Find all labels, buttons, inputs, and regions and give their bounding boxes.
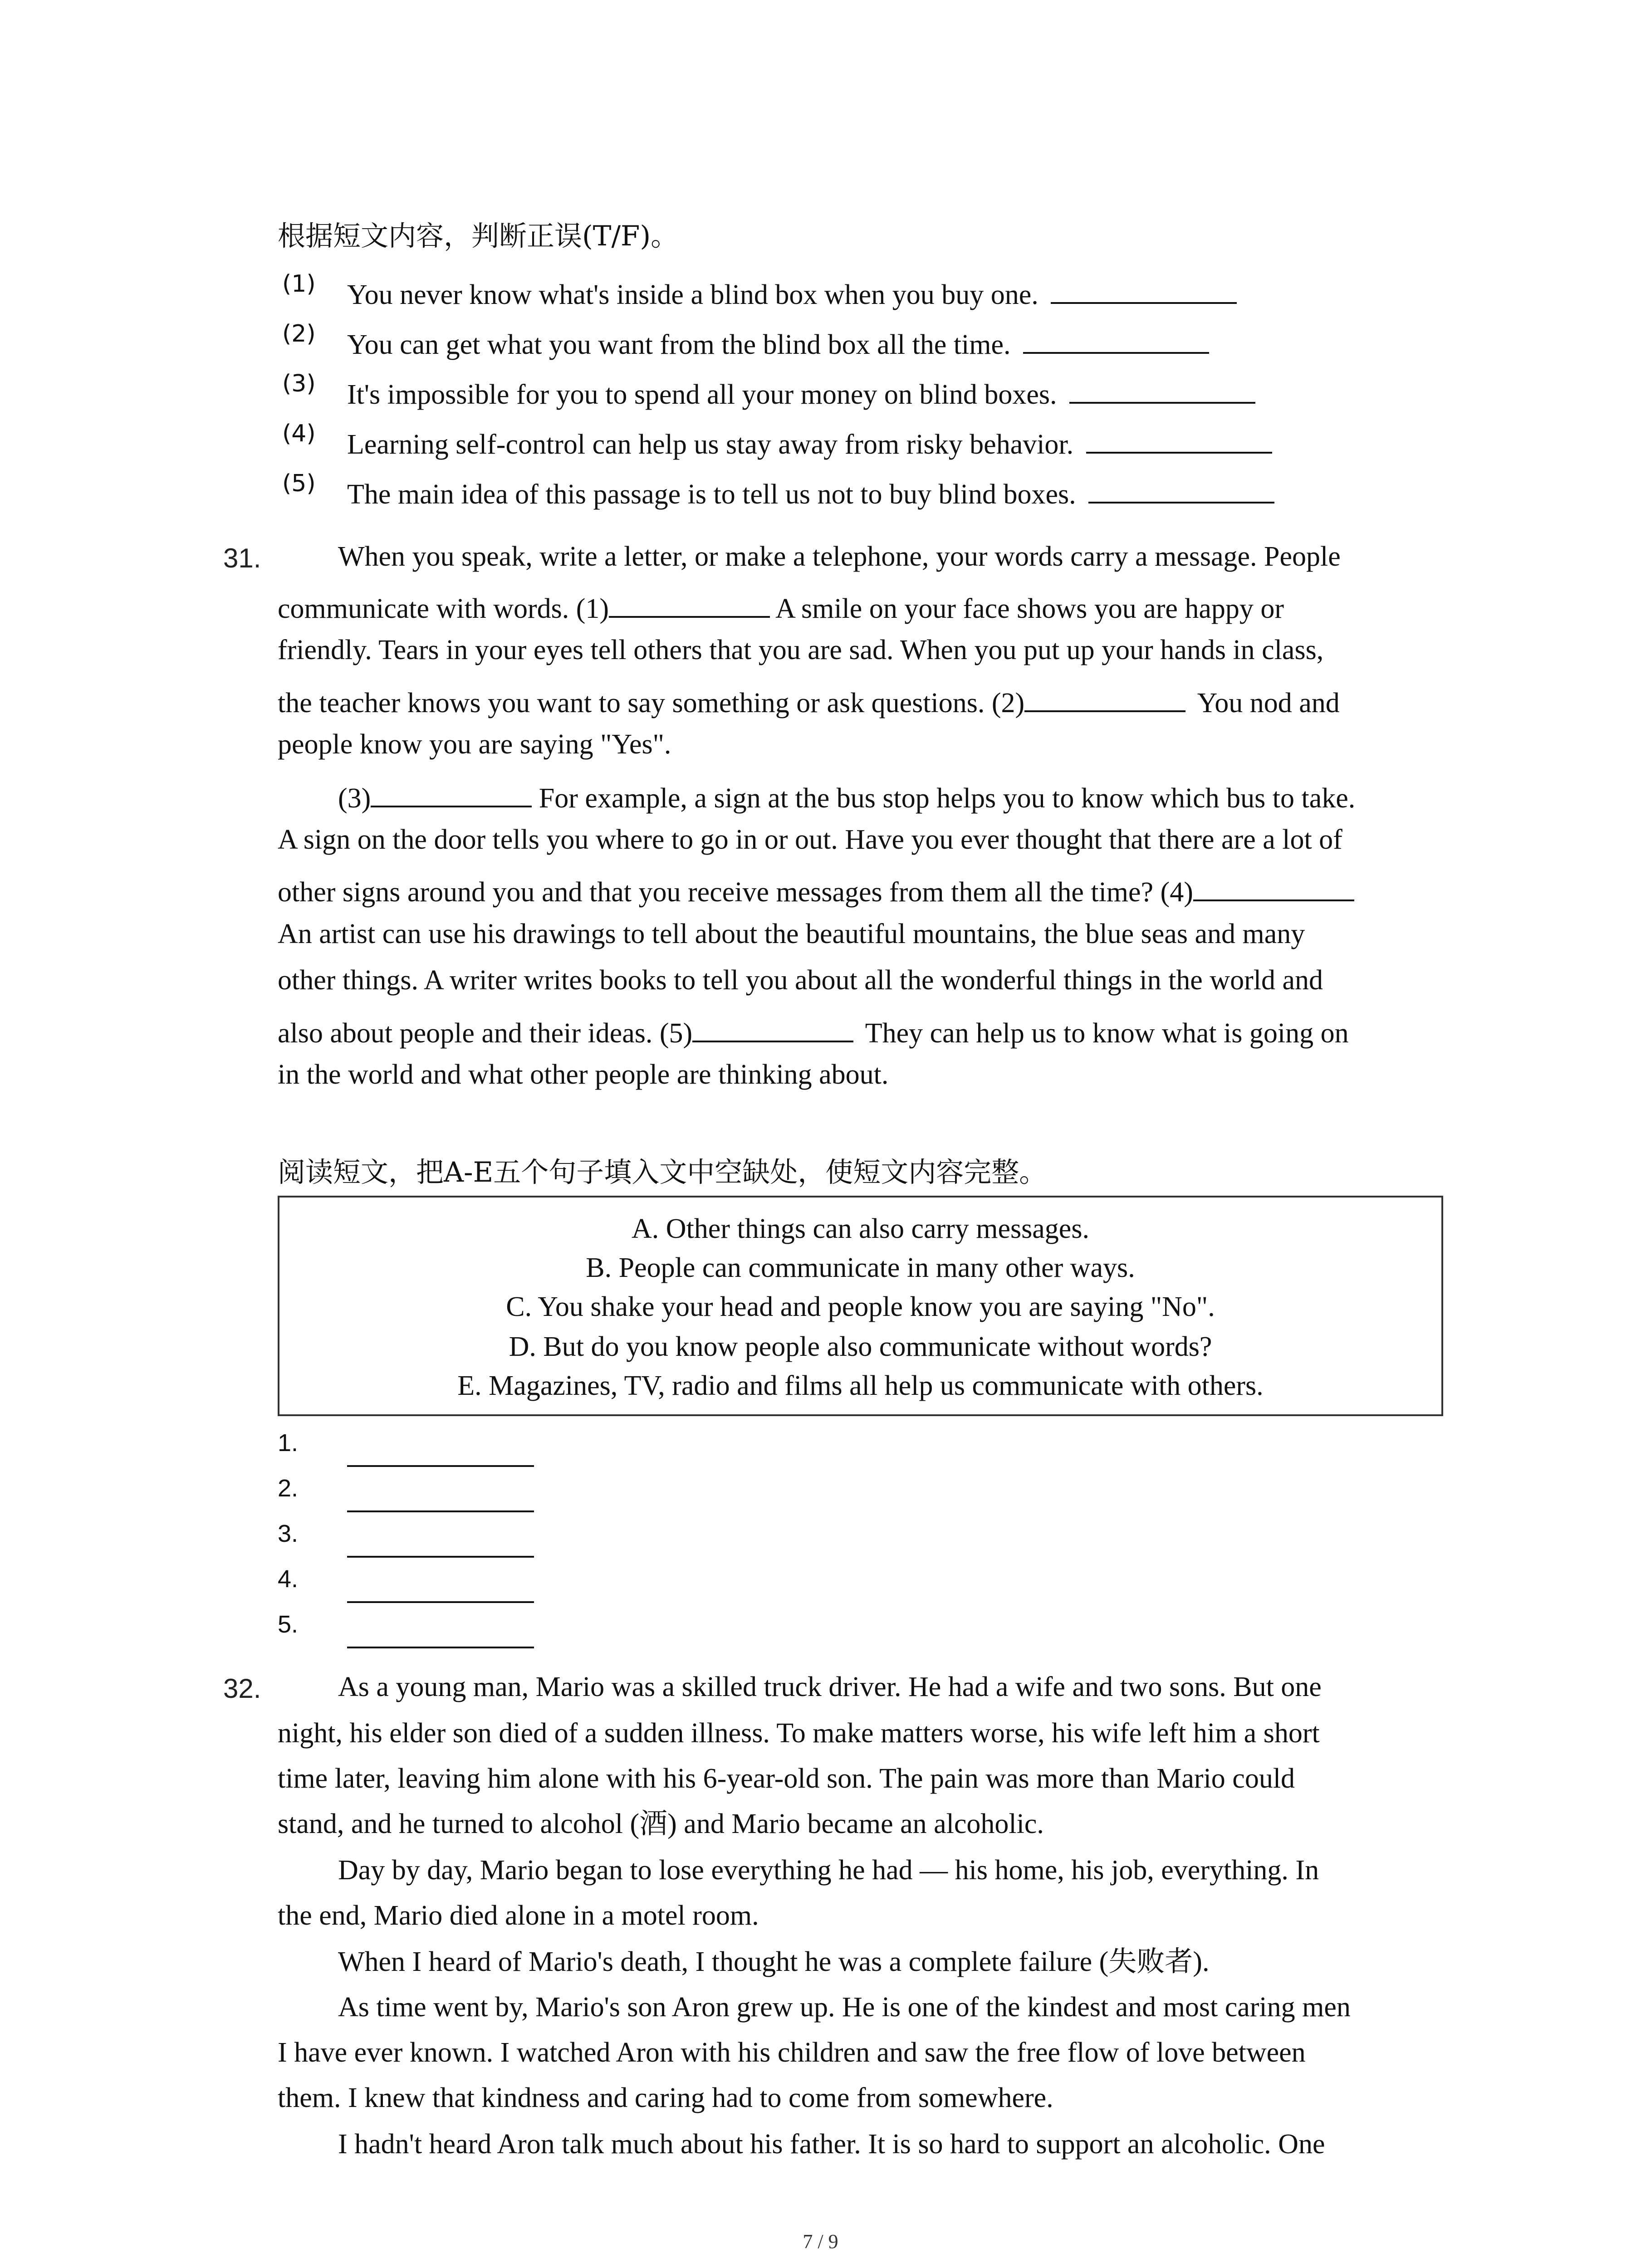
question-number: 31. [223, 543, 261, 573]
tf-item-1 [347, 276, 1237, 309]
tf-item-4 [347, 425, 1272, 459]
answer-blank[interactable] [1023, 326, 1209, 354]
passage-line [278, 1014, 1349, 1047]
passage-text: other signs around you and that you receive messages from them all the time? (4) [278, 877, 1193, 908]
tf-item-text: You never know what's inside a blind box when you buy one. [347, 279, 1038, 310]
passage-line: stand, and he turned to alcohol (酒) and Mario became an alcoholic. [278, 1809, 1044, 1839]
tf-item-5 [347, 475, 1274, 508]
question-number: 32. [223, 1673, 261, 1704]
tf-item-number: (5) [282, 470, 316, 497]
option-d: D. But do you know people also communicate without words? [509, 1331, 1212, 1362]
passage-text: You nod and [1197, 688, 1340, 719]
passage-text: also about people and their ideas. (5) [278, 1018, 693, 1049]
passage-line [338, 779, 1355, 812]
answer-label: 1. [278, 1429, 299, 1457]
answer-label: 5. [278, 1611, 299, 1638]
passage-line: An artist can use his drawings to tell about the beautiful mountains, the blue seas and many [278, 919, 1305, 949]
passage-blank-1[interactable] [609, 590, 770, 618]
options-box [278, 1196, 1443, 1416]
passage-line: As a young man, Mario was a skilled truck driver. He had a wife and two sons. But one [338, 1672, 1322, 1702]
passage-line [278, 684, 1340, 717]
tf-item-text: The main idea of this passage is to tell us not to buy blind boxes. [347, 479, 1076, 510]
tf-item-number: (4) [282, 420, 316, 447]
answer-blank[interactable] [347, 1551, 534, 1558]
passage-line: When I heard of Mario's death, I thought he was a complete failure (失败者). [338, 1946, 1210, 1977]
passage-line: them. I knew that kindness and caring had to come from somewhere. [278, 2082, 1053, 2113]
tf-item-number: (1) [282, 270, 316, 298]
option-a: A. Other things can also carry messages. [632, 1213, 1089, 1244]
answer-label: 3. [278, 1520, 299, 1547]
answer-blank[interactable] [1088, 475, 1274, 503]
page-number: 7 / 9 [803, 2230, 838, 2253]
tf-item-3 [347, 376, 1255, 409]
answer-blank[interactable] [347, 1461, 534, 1467]
passage-text: communicate with words. (1) [278, 593, 609, 624]
passage-blank-2[interactable] [1024, 684, 1185, 712]
answer-blank[interactable] [1086, 425, 1272, 454]
passage-blank-3[interactable] [371, 779, 532, 807]
tf-item-number: (2) [282, 320, 316, 347]
answer-blank[interactable] [347, 1642, 534, 1648]
q31-instruction: 阅读短文，把A-E五个句子填入文中空缺处，使短文内容完整。 [278, 1156, 1047, 1188]
tf-item-text: It's impossible for you to spend all your money on blind boxes. [347, 379, 1057, 410]
tf-item-number: (3) [282, 370, 316, 397]
passage-line [278, 590, 1284, 623]
passage-line: other things. A writer writes books to tell you about all the wonderful things in the world and [278, 965, 1323, 996]
tf-instruction: 根据短文内容，判断正误(T/F)。 [278, 220, 679, 252]
answer-blank[interactable] [347, 1597, 534, 1603]
passage-line [278, 873, 1354, 906]
passage-line: in the world and what other people are thinking about. [278, 1059, 889, 1090]
answer-blank[interactable] [347, 1506, 534, 1512]
option-e: E. Magazines, TV, radio and films all help us communicate with others. [457, 1370, 1264, 1401]
passage-line: night, his elder son died of a sudden illness. To make matters worse, his wife left him a short [278, 1718, 1320, 1749]
passage-blank-4[interactable] [1193, 873, 1354, 901]
tf-item-2 [347, 326, 1209, 359]
option-b: B. People can communicate in many other ways. [586, 1252, 1135, 1283]
passage-line: I have ever known. I watched Aron with his children and saw the free flow of love between [278, 2037, 1306, 2068]
answer-label: 4. [278, 1565, 299, 1593]
passage-blank-5[interactable] [692, 1014, 853, 1042]
passage-line: When you speak, write a letter, or make a telephone, your words carry a message. People [338, 541, 1341, 572]
passage-line: time later, leaving him alone with his 6-year-old son. The pain was more than Mario could [278, 1763, 1295, 1794]
passage-line: the end, Mario died alone in a motel room. [278, 1900, 759, 1931]
passage-text: the teacher knows you want to say something or ask questions. (2) [278, 688, 1025, 719]
tf-item-text: Learning self-control can help us stay away from risky behavior. [347, 429, 1074, 460]
passage-text: A smile on your face shows you are happy or [775, 593, 1284, 624]
answer-label: 2. [278, 1475, 299, 1502]
passage-line: As time went by, Mario's son Aron grew up. He is one of the kindest and most caring men [338, 1992, 1351, 2023]
passage-line: friendly. Tears in your eyes tell others that you are sad. When you put up your hands in class, [278, 635, 1324, 665]
answer-blank[interactable] [1051, 276, 1237, 304]
passage-text: For example, a sign at the bus stop helps you to know which bus to take. [539, 783, 1356, 814]
passage-line: A sign on the door tells you where to go in or out. Have you ever thought that there are a lot of [278, 824, 1342, 855]
passage-text: They can help us to know what is going on [865, 1018, 1349, 1049]
answer-blank[interactable] [1069, 376, 1255, 404]
tf-item-text: You can get what you want from the blind box all the time. [347, 329, 1011, 360]
passage-line: people know you are saying "Yes". [278, 729, 671, 760]
passage-line: I hadn't heard Aron talk much about his father. It is so hard to support an alcoholic. One [338, 2129, 1325, 2160]
option-c: C. You shake your head and people know you are saying "No". [506, 1291, 1215, 1322]
passage-text: (3) [338, 783, 371, 814]
passage-line: Day by day, Mario began to lose everything he had — his home, his job, everything. In [338, 1855, 1319, 1886]
